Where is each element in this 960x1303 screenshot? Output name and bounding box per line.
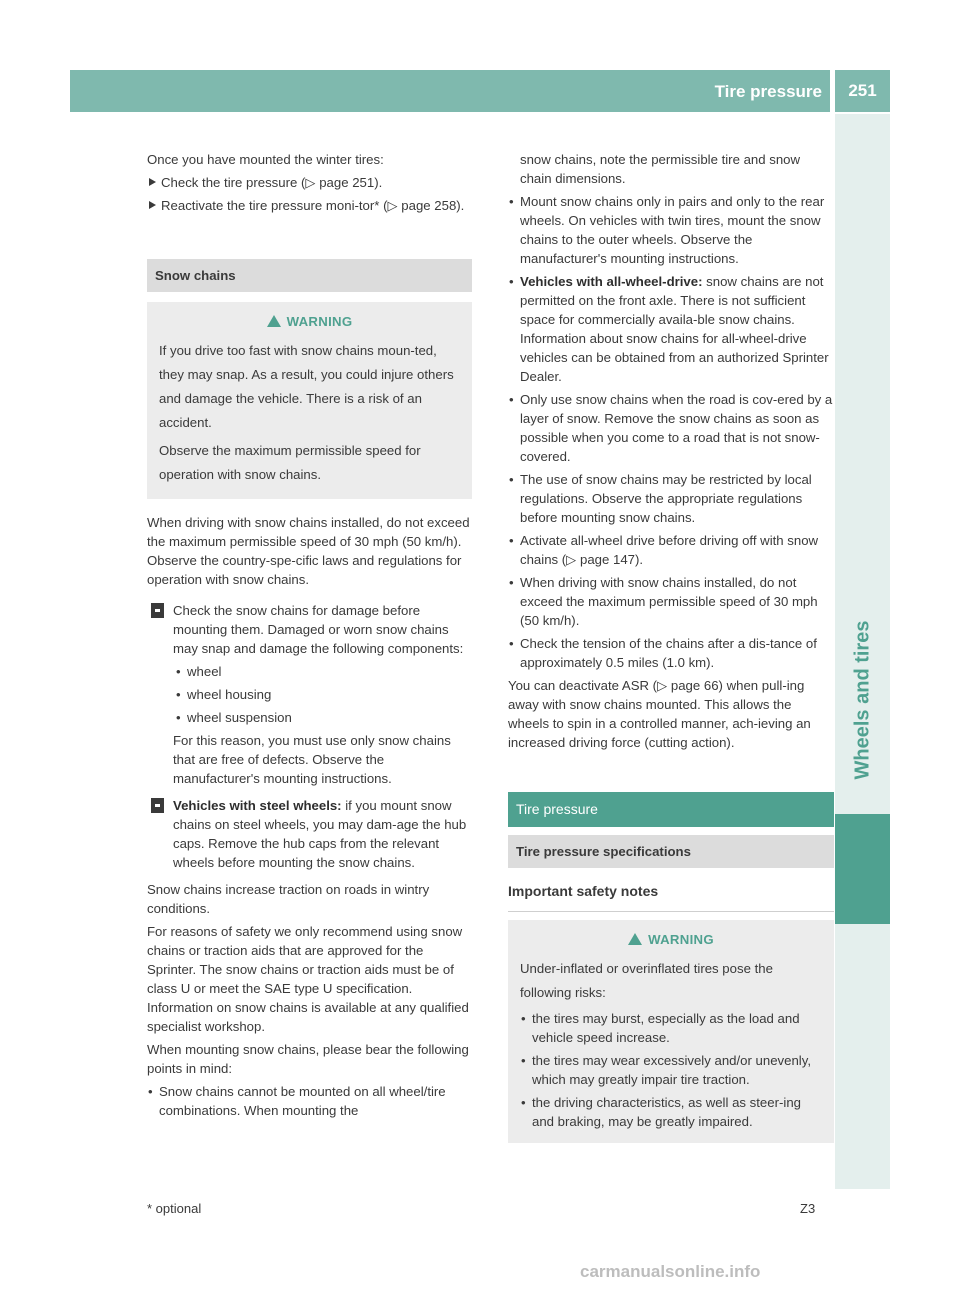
note-icon xyxy=(151,798,164,813)
note-text xyxy=(173,796,472,872)
warning-triangle-icon xyxy=(628,933,642,945)
warning-text: If you drive too fast with snow chains moun-ted, they may snap. As a result, you could injure others and damage the vehicle. There is a risk of an accident. xyxy=(159,343,454,430)
warning-text: Under-inflated or overinflated tires pose the following risks: xyxy=(520,961,773,1000)
list-item-text: The use of snow chains may be restricted by local regulations. Observe the appropriate regulations before mounting snow chains. xyxy=(520,472,812,525)
footnote: * optional xyxy=(147,1201,202,1216)
warning-triangle-icon xyxy=(267,315,281,327)
warning-text: Observe the maximum permissible speed for operation with snow chains. xyxy=(159,443,421,482)
side-tab-text: Wheels and tires xyxy=(851,620,873,780)
list-item: • the tires may burst, especially as the load and vehicle speed increase. xyxy=(520,1009,822,1047)
heading-safety-notes: Important safety notes xyxy=(508,882,834,912)
note-icon xyxy=(151,603,164,618)
list-item: • wheel xyxy=(175,662,472,681)
list-item-text: Check the tension of the chains after a dis-tance of approximately 0.5 miles (1.0 km). xyxy=(520,636,817,670)
paragraph: Snow chains increase traction on roads in wintry conditions. xyxy=(147,882,430,916)
paragraph-asr: You can deactivate ASR (▷ page 66) when pull-ing away with snow chains mounted. This allows the wheels to spin in a controlled manner, ach-ieving an increased driving force (cutting action). xyxy=(508,678,811,750)
section-heading-tire-pressure: Tire pressure xyxy=(508,792,834,827)
watermark: carmanualsonline.info xyxy=(580,1262,761,1281)
note-bold: Vehicles with steel wheels: xyxy=(173,798,342,813)
warning-box xyxy=(508,920,834,1143)
warning-box xyxy=(147,302,472,499)
left-column xyxy=(147,150,472,1124)
note-steel-wheels xyxy=(147,796,472,872)
continued-text: snow chains, note the permissible tire and snow chain dimensions. xyxy=(520,152,801,186)
note-text: Check the snow chains for damage before mounting them. Damaged or worn snow chains may snap and damage the following components: xyxy=(173,603,464,656)
list-item-text: Only use snow chains when the road is cov-ered by a layer of snow. Remove the snow chains as soon as possible when you come to a road that is not snow-covered. xyxy=(520,392,833,464)
list-item xyxy=(508,573,834,630)
section-heading-snow-chains: Snow chains xyxy=(147,259,472,292)
list-item-bold: Vehicles with all-wheel-drive: xyxy=(520,274,703,289)
page-number: 251 xyxy=(835,70,890,112)
note-text: For this reason, you must use only snow chains that are free of defects. Observe the manufacturer's mounting instructions. xyxy=(173,733,451,786)
side-tab-marker xyxy=(835,814,890,924)
warning-header xyxy=(520,930,822,949)
paragraph: When mounting snow chains, please bear the following points in mind: xyxy=(147,1042,469,1076)
footer-code: Z3 xyxy=(800,1201,816,1216)
list-item xyxy=(508,192,834,268)
list-item-text: When driving with snow chains installed, do not exceed the maximum permissible speed of 30 mph (50 km/h). xyxy=(520,575,818,628)
list-item: • wheel suspension xyxy=(175,708,472,727)
right-column xyxy=(508,150,834,1157)
list-item: • Snow chains cannot be mounted on all wheel/tire combinations. When mounting the xyxy=(147,1082,472,1120)
list-item xyxy=(508,470,834,527)
step-check-pressure: Check the tire pressure (▷ page 251). xyxy=(147,173,472,192)
list-item-text: Mount snow chains only in pairs and only to the rear wheels. On vehicles with twin tires, mount the snow chains to the outer wheels. Observe the manufacturer's mounting instructions. xyxy=(520,194,825,266)
side-tab-label xyxy=(835,600,890,800)
step-reactivate-monitor: Reactivate the tire pressure moni-tor* (▷ page 258). xyxy=(147,196,472,215)
note-damage-check xyxy=(147,601,472,788)
list-item xyxy=(508,634,834,672)
paragraph: When driving with snow chains installed, do not exceed the maximum permissible speed of 30 mph (50 km/h). Observe the country-spe-cific laws and regulations for operation with snow chains. xyxy=(147,515,470,587)
list-item: • wheel housing xyxy=(175,685,472,704)
list-item-text: Activate all-wheel drive before driving off with snow chains (▷ page 147). xyxy=(520,533,819,567)
list-item: • the driving characteristics, as well as steer-ing and braking, may be greatly impaired. xyxy=(520,1093,822,1131)
list-item xyxy=(508,272,834,386)
page-title: Tire pressure xyxy=(714,82,822,101)
note-body: if you mount snow chains on steel wheels, you may dam-age the hub caps. Remove the hub caps from the relevant wheels before mounting the snow chains. xyxy=(173,798,467,870)
warning-header xyxy=(159,312,460,331)
paragraph: For reasons of safety we only recommend using snow chains or traction aids that are approved for the Sprinter. The snow chains or traction aids must be of class U or meet the SAE type U specification. Information on snow chains is available at any qualified specialist workshop. xyxy=(147,924,469,1034)
list-item xyxy=(508,390,834,466)
list-item xyxy=(508,531,834,569)
list-item-text: snow chains are not permitted on the front axle. There is not sufficient space for commercially availa-ble snow chains. Information about snow chains for all-wheel-drive vehicles can be obtained from an authorized Sprinter Dealer. xyxy=(520,274,829,384)
warning-label: WARNING xyxy=(648,932,714,947)
intro-text: Once you have mounted the winter tires: xyxy=(147,152,384,167)
list-item: • the tires may wear excessively and/or unevenly, which may greatly impair tire traction. xyxy=(520,1051,822,1089)
subsection-heading-specifications: Tire pressure specifications xyxy=(508,835,834,868)
warning-label: WARNING xyxy=(286,314,353,329)
